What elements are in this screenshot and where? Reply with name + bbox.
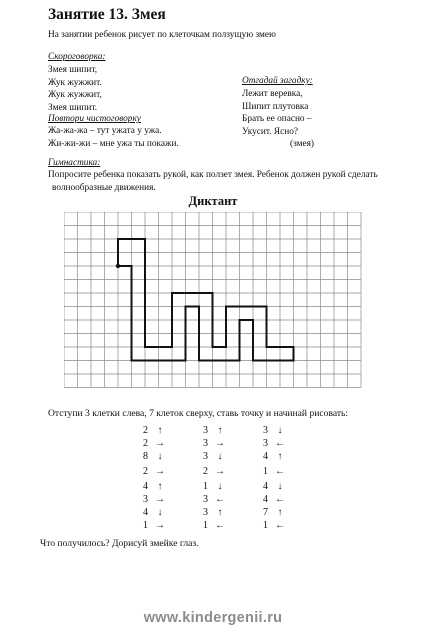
arrow-down-icon: ↓	[277, 425, 283, 436]
arrow-up-icon: ↑	[277, 507, 283, 518]
step-count: 4	[263, 481, 268, 492]
site-watermark: www.kindergenii.ru	[143, 610, 283, 626]
arrow-right-icon: →	[155, 494, 165, 505]
arrow-down-icon: ↓	[157, 507, 163, 518]
tongue-twister-line: Змея шипит,	[48, 65, 98, 75]
step-count: 3	[203, 494, 208, 505]
lesson-intro: На занятии ребенок рисует по клеточкам ползущую змею	[48, 30, 276, 40]
snake-drawing	[118, 239, 294, 361]
direction-step	[263, 450, 287, 463]
arrow-down-icon: ↓	[217, 481, 223, 492]
tongue-twister-line: Жук жужжит.	[48, 77, 102, 88]
gymnastics-line: волнообразные движения.	[52, 182, 156, 193]
direction-step	[203, 465, 227, 478]
step-count: 1	[203, 481, 208, 492]
step-count: 7	[263, 507, 268, 518]
arrow-down-icon: ↓	[277, 481, 283, 492]
direction-step	[263, 493, 287, 506]
step-count: 1	[263, 466, 268, 477]
direction-step	[143, 450, 167, 463]
direction-step	[143, 480, 167, 493]
arrow-up-icon: ↑	[217, 425, 223, 436]
step-count: 8	[143, 451, 148, 462]
arrow-up-icon: ↑	[277, 451, 283, 462]
pure-speech-text	[48, 125, 179, 150]
direction-step	[263, 465, 287, 478]
direction-step	[143, 506, 167, 519]
step-count: 4	[143, 507, 148, 518]
direction-step	[263, 424, 287, 437]
riddle-text	[242, 88, 312, 138]
direction-step	[143, 424, 167, 437]
step-count: 3	[203, 425, 208, 436]
direction-step	[263, 480, 287, 493]
gymnastics-text	[48, 169, 378, 194]
step-count: 1	[263, 520, 268, 531]
tongue-twister-heading: Скороговорка:	[48, 52, 106, 62]
direction-step	[203, 506, 227, 519]
step-count: 2	[143, 466, 148, 477]
direction-step	[143, 437, 167, 450]
direction-step	[203, 450, 227, 463]
dictation-grid	[64, 212, 364, 403]
riddle-heading: Отгадай загадку:	[242, 76, 313, 86]
arrow-up-icon: ↑	[157, 481, 163, 492]
dictation-question: Что получилось? Дорисуй змейке глаз.	[40, 538, 199, 549]
pure-speech-line: Жа-жа-жа – тут ужата у ужа.	[48, 126, 162, 136]
step-count: 2	[203, 466, 208, 477]
direction-step	[203, 424, 227, 437]
arrow-right-icon: →	[155, 466, 165, 477]
step-count: 1	[203, 520, 208, 531]
step-count: 1	[143, 520, 148, 531]
gymnastics-heading: Гимнастика:	[48, 158, 101, 168]
arrow-left-icon: ←	[215, 520, 225, 531]
direction-step	[143, 519, 167, 532]
step-count: 4	[263, 451, 268, 462]
direction-step	[203, 437, 227, 450]
step-count: 4	[263, 494, 268, 505]
arrow-left-icon: ←	[275, 494, 285, 505]
step-count: 4	[143, 481, 148, 492]
step-count: 3	[203, 438, 208, 449]
step-count: 3	[143, 494, 148, 505]
arrow-up-icon: ↑	[157, 425, 163, 436]
direction-step	[263, 437, 287, 450]
direction-step	[203, 480, 227, 493]
pure-speech-heading: Повтори чистоговорку	[48, 114, 141, 124]
arrow-left-icon: ←	[275, 466, 285, 477]
arrow-left-icon: ←	[215, 494, 225, 505]
riddle-line: Укусит. Ясно?	[242, 126, 298, 137]
tongue-twister-text	[48, 64, 102, 114]
arrow-down-icon: ↓	[217, 451, 223, 462]
arrow-down-icon: ↓	[157, 451, 163, 462]
step-count: 3	[263, 438, 268, 449]
grid-drawing	[64, 212, 364, 398]
arrow-right-icon: →	[155, 520, 165, 531]
directions-column-1	[143, 424, 183, 534]
arrow-right-icon: →	[215, 438, 225, 449]
tongue-twister-line: Жук жужжит,	[48, 90, 102, 101]
directions-column-3	[263, 424, 303, 534]
dictation-title: Диктант	[188, 194, 238, 208]
directions-column-2	[203, 424, 243, 534]
arrow-right-icon: →	[155, 438, 165, 449]
dictation-instruction: Отступи 3 клетки слева, 7 клеток сверху, ставь точку и начинай рисовать:	[48, 408, 349, 419]
step-count: 2	[143, 425, 148, 436]
gymnastics-line: Попросите ребенка показать рукой, как ползет змея. Ребенок должен рукой сделать	[48, 170, 378, 180]
riddle-line: Шипит плутовка	[242, 101, 309, 112]
tongue-twister-line: Змея шипит.	[48, 102, 98, 113]
step-count: 2	[143, 438, 148, 449]
direction-step	[203, 493, 227, 506]
direction-step	[203, 519, 227, 532]
riddle-line: Брать ее опасно –	[242, 114, 312, 125]
step-count: 3	[203, 451, 208, 462]
direction-step	[143, 493, 167, 506]
arrow-up-icon: ↑	[217, 507, 223, 518]
pure-speech-line: Жи-жи-жи – мне ужа ты покажи.	[48, 138, 179, 149]
arrow-left-icon: ←	[275, 520, 285, 531]
direction-step	[263, 519, 287, 532]
arrow-right-icon: →	[215, 466, 225, 477]
lesson-title: Занятие 13. Змея	[48, 6, 166, 23]
riddle-answer: (змея)	[290, 139, 315, 149]
riddle-line: Лежит веревка,	[242, 89, 303, 99]
arrow-left-icon: ←	[275, 438, 285, 449]
direction-step	[263, 506, 287, 519]
step-count: 3	[263, 425, 268, 436]
direction-step	[143, 465, 167, 478]
step-count: 3	[203, 507, 208, 518]
start-dot	[116, 264, 120, 268]
